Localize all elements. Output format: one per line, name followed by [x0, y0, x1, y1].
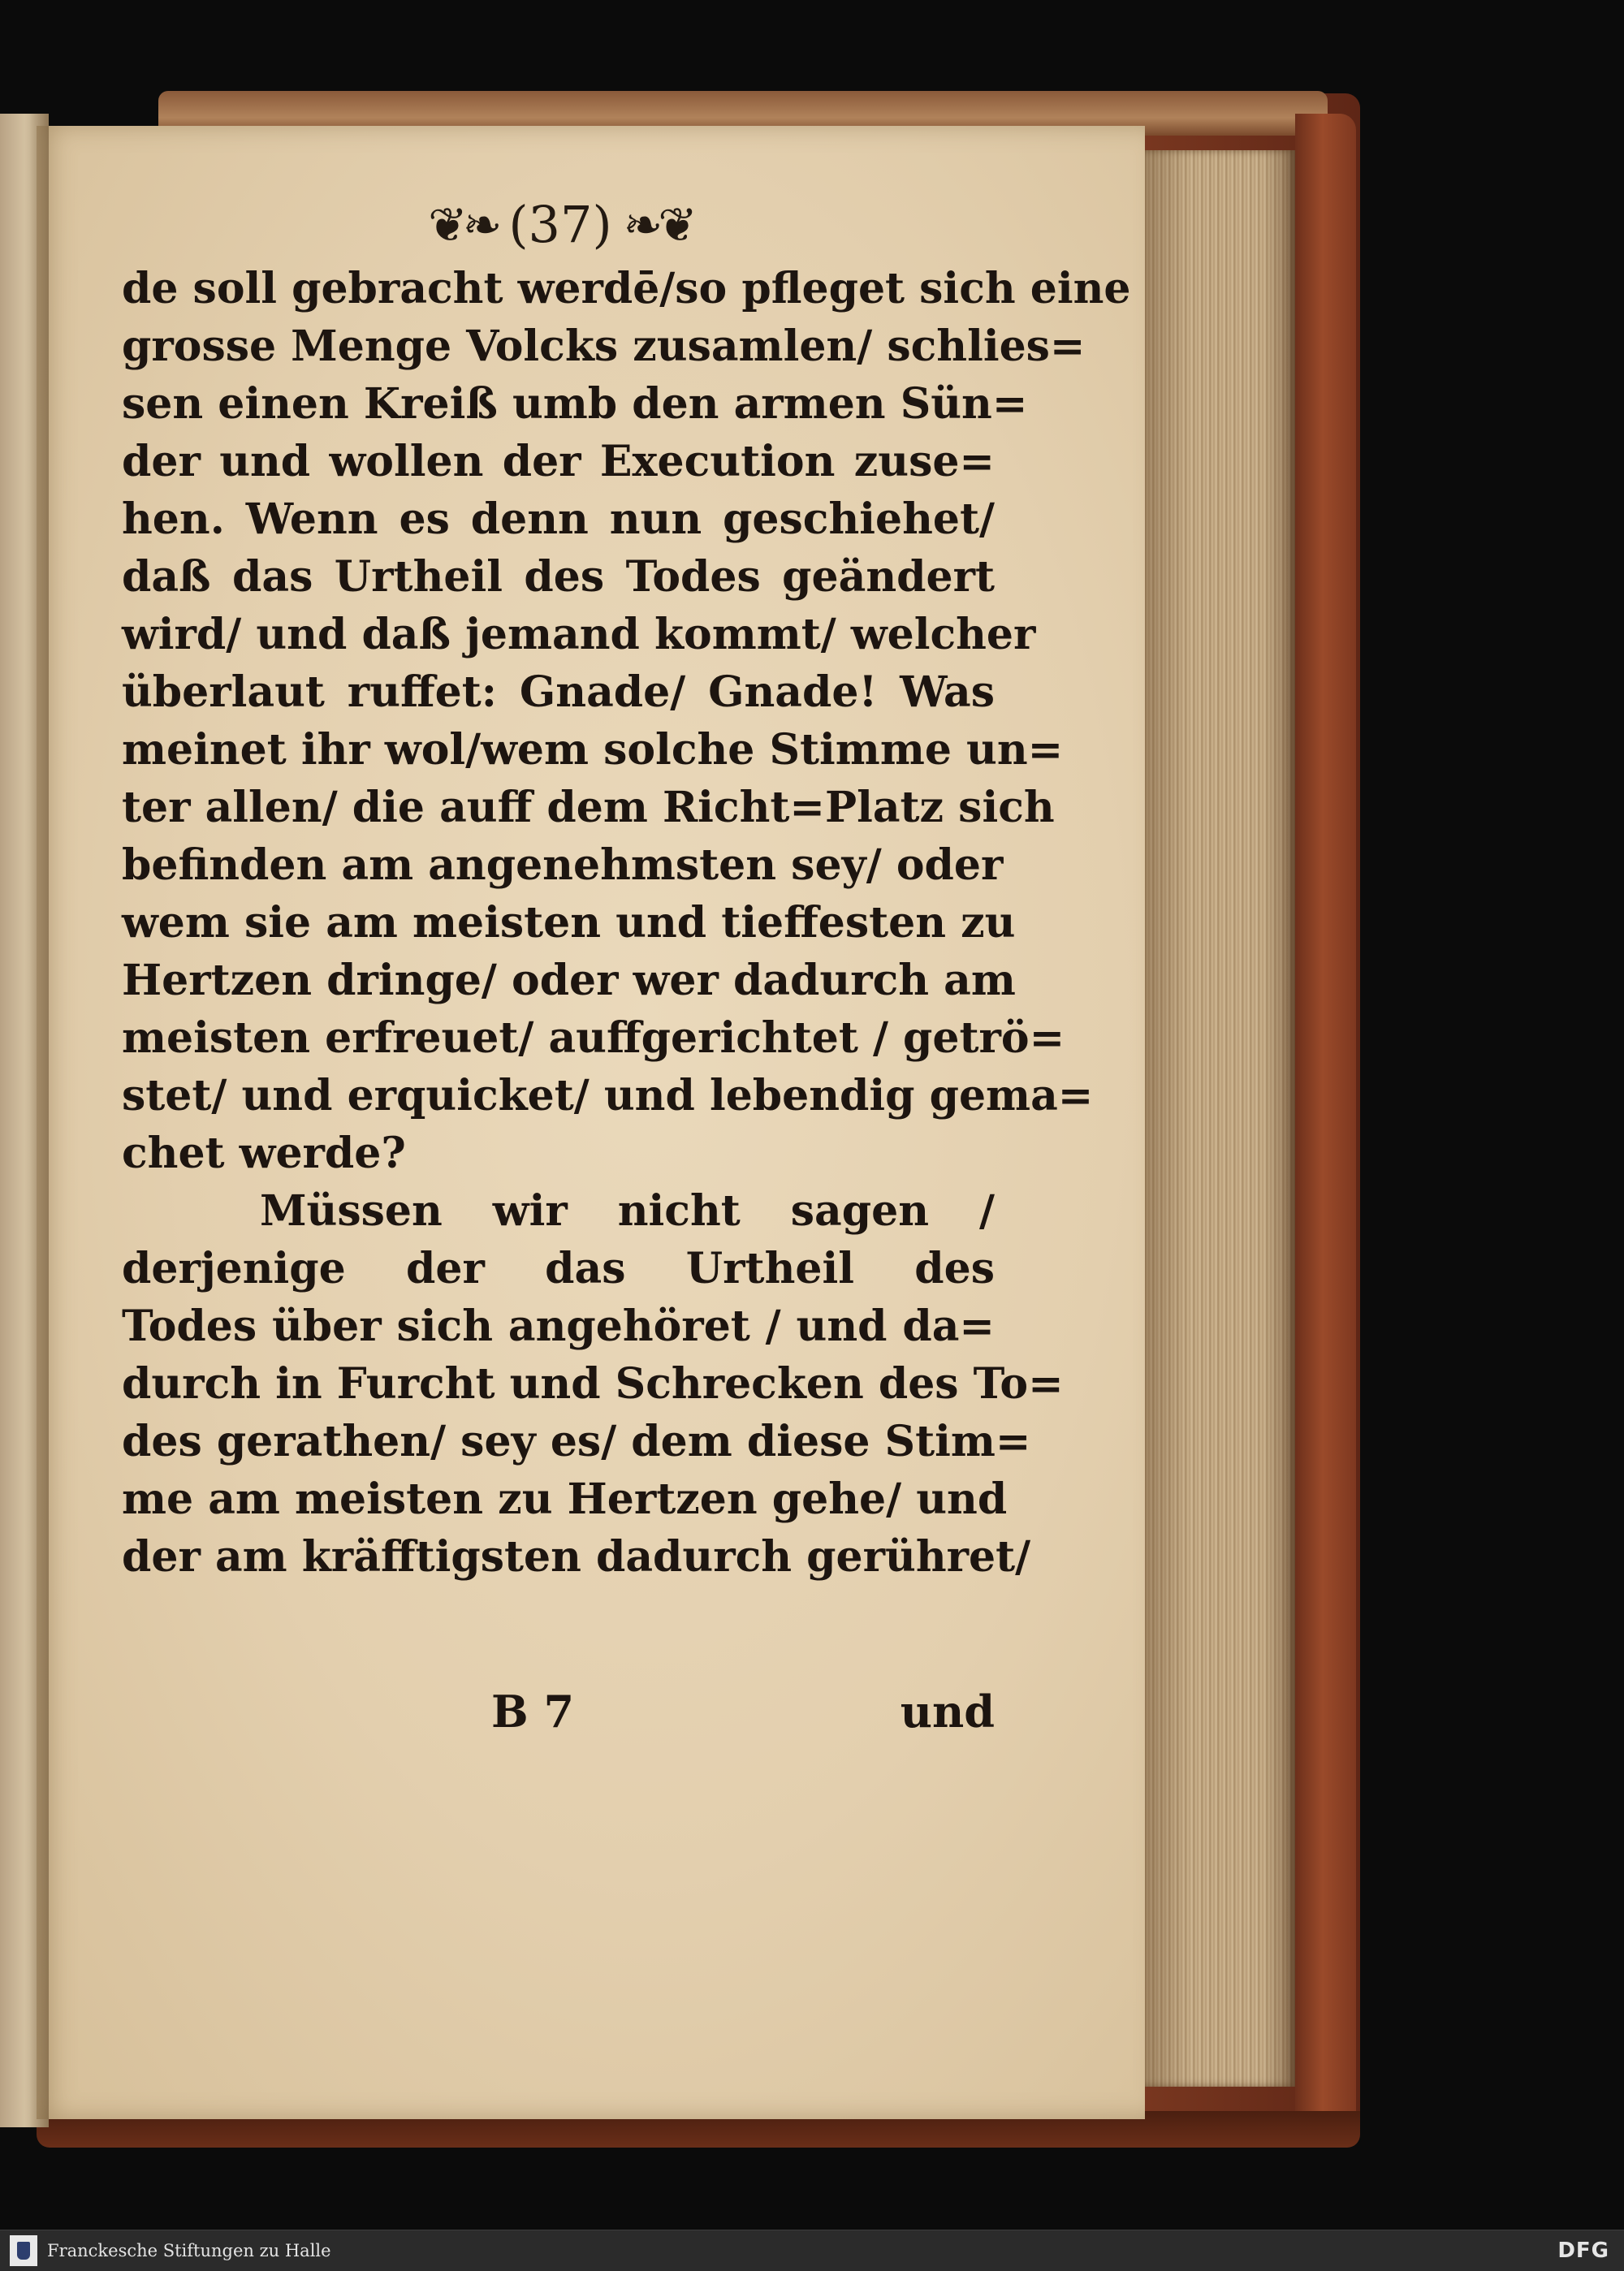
- body-text: [122, 260, 1131, 1586]
- text-line: Müssen wir nicht sagen /: [260, 1186, 995, 1236]
- text-line: hen. Wenn es denn nun geschiehet/: [122, 494, 995, 544]
- page-gutter: [24, 114, 49, 2127]
- text-line: Hertzen dringe/ oder wer dadurch am: [122, 956, 1016, 1005]
- logo-mark: [17, 2242, 30, 2260]
- text-line: me am meisten zu Hertzen gehe/ und: [122, 1474, 1008, 1524]
- text-line: stet/ und erquicket/ und lebendig gema=: [122, 1071, 1094, 1120]
- text-line: wird/ und daß jemand kommt/ welcher: [122, 610, 1036, 659]
- text-line: der am kräfftigsten dadurch gerühret/: [122, 1532, 1031, 1582]
- institution-name: Franckesche Stiftungen zu Halle: [47, 2241, 331, 2260]
- catchword: und: [900, 1686, 995, 1738]
- page-footer: [122, 1679, 995, 1744]
- text-line: befinden am angenehmsten sey/ oder: [122, 840, 1004, 890]
- text-line: der und wollen der Execution zuse=: [122, 437, 995, 486]
- text-line: ter allen/ die auff dem Richt=Platz sich: [122, 783, 1055, 832]
- signature-mark: B 7: [491, 1686, 575, 1738]
- page-fore-edge-shadow: [1133, 150, 1295, 2087]
- text-line: überlaut ruffet: Gnade/ Gnade! Was: [122, 667, 995, 717]
- page-number: (37): [508, 195, 612, 254]
- ornament-left-icon: ❦❧: [428, 197, 498, 253]
- text-line: wem sie am meisten und tieffesten zu: [122, 898, 1016, 948]
- page-header: [390, 188, 731, 261]
- text-line: meinet ihr wol/wem solche Stimme un=: [122, 725, 1064, 775]
- credit-bar: [0, 2230, 1624, 2271]
- text-line: derjenige der das Urtheil des: [122, 1244, 995, 1293]
- book-cover-spine-edge: [1295, 114, 1356, 2135]
- text-line: durch in Furcht und Schrecken des To=: [122, 1359, 1064, 1409]
- text-line: Todes über sich angehöret / und da=: [122, 1302, 995, 1351]
- funder-logo: DFG: [1557, 2239, 1609, 2263]
- text-line: meisten erfreuet/ auffgerichtet / getrö=: [122, 1013, 1065, 1063]
- text-line: sen einen Kreiß umb den armen Sün=: [122, 379, 1028, 429]
- institution-logo-icon: [10, 2235, 37, 2266]
- text-line: des gerathen/ sey es/ dem diese Stim=: [122, 1417, 1031, 1466]
- text-line: chet werde?: [122, 1129, 406, 1178]
- ornament-right-icon: ❧❦: [623, 197, 693, 253]
- text-line: de soll gebracht werdē/so pfleget sich eine: [122, 264, 1131, 313]
- text-line: daß das Urtheil des Todes geändert: [122, 552, 995, 602]
- text-line: grosse Menge Volcks zusamlen/ schlies=: [122, 322, 1086, 371]
